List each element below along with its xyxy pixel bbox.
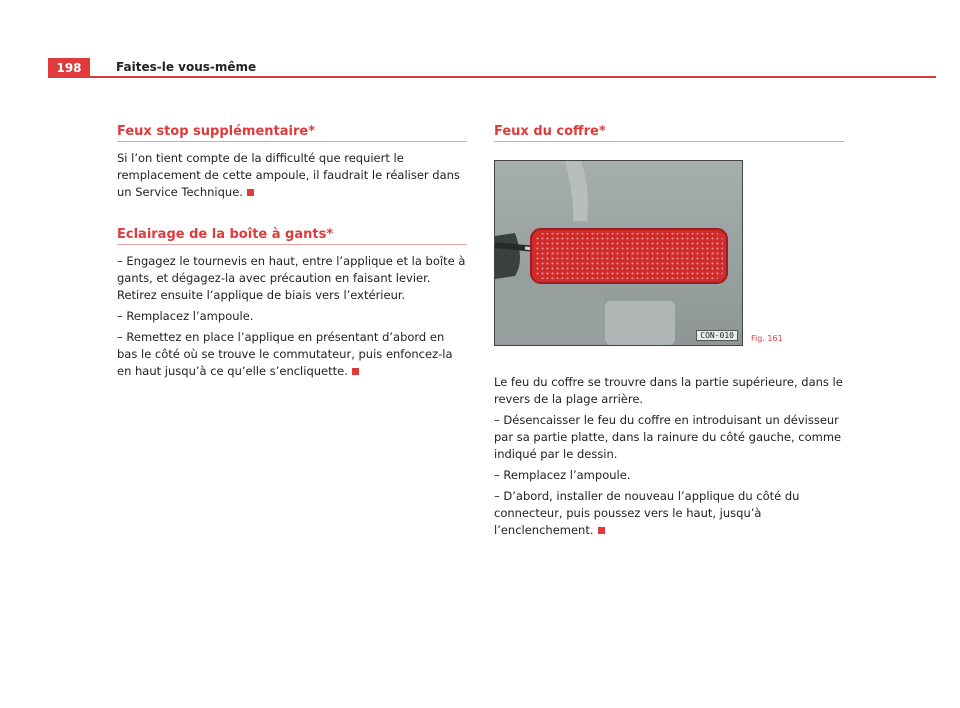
brake-light-text bbox=[117, 150, 467, 201]
running-head-title: Faites-le vous-même bbox=[116, 60, 257, 74]
trunk-step-2: – Remplacez l’ampoule. bbox=[494, 468, 631, 482]
figure-trunk-light bbox=[494, 160, 743, 346]
glovebox-step-2: – Remplacez l’ampoule. bbox=[117, 309, 254, 323]
left-column bbox=[117, 124, 467, 380]
header-rule bbox=[90, 76, 936, 78]
figure-caption: Fig. 161 bbox=[751, 334, 783, 343]
glovebox-step-3 bbox=[117, 329, 467, 380]
end-mark-icon bbox=[598, 527, 605, 534]
brake-light-text-content: Si l’on tient compte de la difficulté que requiert le remplacement de cette ampoule, il faudrait le réaliser dans un Service Technique. bbox=[117, 151, 460, 199]
trunk-light-intro: Le feu du coffre se trouvre dans la partie supérieure, dans le revers de la plage arrière. bbox=[494, 375, 843, 406]
right-column bbox=[494, 124, 844, 142]
end-mark-icon bbox=[352, 368, 359, 375]
section-title-glovebox-light: Eclairage de la boîte à gants* bbox=[117, 227, 467, 245]
section-title-brake-light: Feux stop supplémentaire* bbox=[117, 124, 467, 142]
section-title-trunk-light: Feux du coffre* bbox=[494, 124, 844, 142]
trunk-step-3 bbox=[494, 488, 844, 539]
page-number: 198 bbox=[48, 58, 90, 78]
glovebox-step-1: – Engagez le tournevis en haut, entre l’applique et la boîte à gants, et dégagez-la avec précaution en faisant levier. Retirez ensuite l’applique de biais vers l’extérieur. bbox=[117, 254, 466, 302]
glovebox-step-3-content: – Remettez en place l’applique en présentant d’abord en bas le côté où se trouve le commutateur, puis enfoncez-la en haut jusqu’à ce qu’elle s’encliquette. bbox=[117, 330, 453, 378]
end-mark-icon bbox=[247, 189, 254, 196]
trunk-light-instructions bbox=[494, 374, 844, 539]
figure-code-label: CON-010 bbox=[696, 330, 738, 341]
trunk-light-illustration bbox=[495, 161, 742, 345]
trunk-step-3-content: – D’abord, installer de nouveau l’applique du côté du connecteur, puis poussez vers le haut, jusqu’à l’enclenchement. bbox=[494, 489, 800, 537]
trunk-step-1: – Désencaisser le feu du coffre en introduisant un dévisseur par sa partie platte, dans la rainure du côté gauche, comme indiqué par le dessin. bbox=[494, 413, 842, 461]
